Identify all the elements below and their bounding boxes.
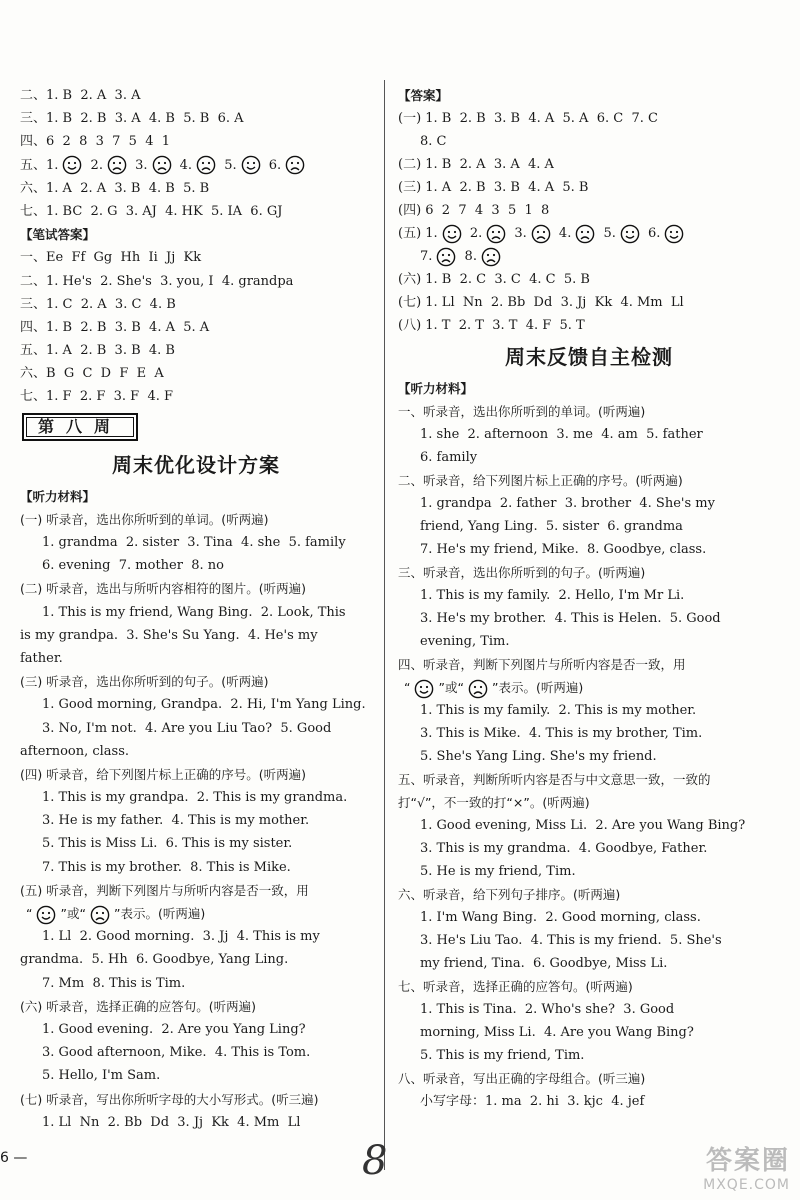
week-banner — [20, 409, 372, 445]
instruction-line: (六) 听录音，选择正确的应答句。(听两遍) — [20, 998, 256, 1014]
text-line: afternoon, class. — [20, 743, 130, 759]
section-title: 周末反馈自主检测 — [505, 345, 673, 369]
sad-face-icon — [436, 247, 456, 267]
smiley-face-icon — [620, 224, 640, 244]
text-line: (一) 1. B 2. B 3. B 4. A 5. A 6. C 7. C — [398, 111, 658, 126]
answer-number: 7. — [420, 249, 433, 264]
instruction-line: 七、听录音，选择正确的应答句。(听两遍) — [398, 979, 633, 994]
text-line: 1. grandpa 2. father 3. brother 4. She's my — [420, 496, 715, 511]
text-line: 一、Ee Ff Gg Hh Ii Jj Kk — [20, 250, 202, 266]
sad-face-icon — [90, 905, 110, 925]
text-line: 1. This is Tina. 2. Who's she? 3. Good — [420, 1002, 675, 1017]
right-column — [398, 84, 780, 1113]
text-line: 1. This is my family. 2. This is my mother. — [420, 703, 697, 718]
section-heading: 【听力材料】 — [20, 488, 96, 504]
text-line: 七、1. BC 2. G 3. AJ 4. HK 5. IA 6. GJ — [20, 203, 283, 219]
text-line: 5. This is my friend, Tim. — [420, 1048, 585, 1063]
smiley-face-icon — [442, 224, 462, 244]
instruction-line: (五) 听录音，判断下列图片与所听内容是否一致，用 — [20, 882, 309, 898]
sad-face-icon — [481, 247, 501, 267]
sad-face-icon — [152, 155, 172, 175]
text-line: my friend, Tina. 6. Goodbye, Miss Li. — [420, 956, 668, 971]
section-heading: 【答案】 — [398, 88, 449, 103]
instruction-line: 八、听录音，写出正确的字母组合。(听三遍) — [398, 1071, 646, 1086]
answer-number: 4. — [179, 157, 193, 173]
smiley-face-icon — [62, 155, 82, 175]
text-line: friend, Yang Ling. 5. sister 6. grandma — [420, 519, 683, 534]
answer-number: 6. — [648, 226, 661, 241]
instruction-line: 四、听录音，判断下列图片与所听内容是否一致，用 — [398, 657, 686, 672]
text-line: is my grandpa. 3. She's Su Yang. 4. He's my — [20, 627, 318, 643]
text-line: 1. Good morning, Grandpa. 2. Hi, I'm Yang Ling. — [42, 697, 366, 713]
sad-face-icon — [468, 679, 488, 699]
text-line: 二、1. B 2. A 3. A — [20, 88, 141, 103]
answer-number: (五) 1. — [398, 226, 438, 241]
text-line: 3. He is my father. 4. This is my mother. — [42, 813, 310, 829]
answer-number: 3. — [135, 157, 148, 173]
text-line: 四、6 2 8 3 7 5 4 1 — [20, 134, 171, 150]
page-number: 6 — — [0, 1150, 28, 1166]
smiley-face-icon — [36, 905, 56, 925]
face-answer-line — [398, 222, 780, 245]
section-heading: 【听力材料】 — [398, 381, 474, 396]
text-line: 3. This is Mike. 4. This is my brother, Tim. — [420, 726, 703, 741]
answer-number: 3. — [514, 226, 527, 241]
text-line: 3. He's my brother. 4. This is Helen. 5. Good — [420, 611, 721, 626]
sad-face-icon — [486, 224, 506, 244]
text-line: (三) 1. A 2. B 3. B 4. A 5. B — [398, 180, 589, 195]
text-line: 六、1. A 2. A 3. B 4. B 5. B — [20, 180, 210, 196]
instruction-text: 表示。(听两遍) — [498, 680, 584, 695]
text-line: 5. This is Miss Li. 6. This is my sister. — [42, 836, 293, 852]
face-instruction-line: “ ”或“ ”表示。(听两遍) — [20, 902, 372, 925]
text-line: 二、1. He's 2. She's 3. you, I 4. grandpa — [20, 273, 294, 289]
text-line: 1. This is my grandpa. 2. This is my grandma. — [42, 790, 348, 806]
watermark — [703, 1140, 790, 1193]
text-line: 1. Good evening. 2. Are you Yang Ling? — [42, 1021, 306, 1037]
text-line: (七) 1. Ll Nn 2. Bb Dd 3. Jj Kk 4. Mm Ll — [398, 295, 684, 310]
instruction-line: (一) 听录音，选出你所听到的单词。(听两遍) — [20, 511, 269, 527]
instruction-line: 三、听录音，选出你所听到的句子。(听两遍) — [398, 565, 646, 580]
week-label: 第八周 — [22, 413, 138, 441]
instruction-line: 二、听录音，给下列图片标上正确的序号。(听两遍) — [398, 473, 683, 488]
text-line: 七、1. F 2. F 3. F 4. F — [20, 389, 174, 405]
answer-number: 5. — [224, 157, 237, 173]
text-line: 1. Ll 2. Good morning. 3. Jj 4. This is my — [42, 929, 320, 945]
instruction-line: 六、听录音，给下列句子排序。(听两遍) — [398, 887, 621, 902]
text-line: 1. grandma 2. sister 3. Tina 4. she 5. family — [42, 535, 346, 550]
text-line: 6. evening 7. mother 8. no — [42, 558, 224, 574]
instruction-line: 打“√”，不一致的打“×”。(听两遍) — [398, 795, 590, 810]
text-line: 7. This is my brother. 8. This is Mike. — [42, 859, 291, 875]
instruction-line: (三) 听录音，选出你所听到的句子。(听两遍) — [20, 674, 269, 690]
text-line: 7. He's my friend, Mike. 8. Goodbye, class. — [420, 542, 707, 557]
text-line: 3. This is my grandma. 4. Goodbye, Father. — [420, 841, 708, 856]
instruction-text: 表示。(听两遍) — [120, 906, 206, 921]
instruction-line: 一、听录音，选出你所听到的单词。(听两遍) — [398, 404, 646, 419]
text-line: evening, Tim. — [420, 634, 510, 649]
answer-number: 2. — [469, 226, 483, 241]
answer-number: 8. — [464, 249, 477, 264]
text-line: 6. family — [420, 450, 478, 465]
smiley-face-icon — [414, 679, 434, 699]
sad-face-icon — [107, 155, 127, 175]
text-line: 5. She's Yang Ling. She's my friend. — [420, 749, 657, 764]
text-line: (六) 1. B 2. C 3. C 4. C 5. B — [398, 272, 590, 287]
answer-number: 五、1. — [20, 157, 59, 173]
text-line: (四) 6 2 7 4 3 5 1 8 — [398, 203, 550, 218]
instruction-line: 五、听录音，判断所听内容是否与中文意思一致，一致的 — [398, 772, 711, 787]
text-line: 小写字母：1. ma 2. hi 3. kjc 4. jef — [420, 1094, 645, 1109]
face-answer-line — [20, 154, 372, 177]
sad-face-icon — [196, 155, 216, 175]
sad-face-icon — [285, 155, 305, 175]
instruction-line: (七) 听录音，写出你所听字母的大小写形式。(听三遍) — [20, 1091, 319, 1107]
text-line: father. — [20, 650, 63, 666]
text-line: (八) 1. T 2. T 3. T 4. F 5. T — [398, 318, 585, 333]
sad-face-icon — [575, 224, 595, 244]
instruction-text: 或 — [444, 680, 458, 695]
answer-number: 6. — [268, 157, 282, 173]
section-heading: 【笔试答案】 — [20, 227, 96, 243]
text-line: 1. she 2. afternoon 3. me 4. am 5. father — [420, 427, 703, 442]
text-line: 五、1. A 2. B 3. B 4. B — [20, 343, 175, 359]
text-line: 三、1. C 2. A 3. C 4. B — [20, 296, 176, 312]
text-line: (二) 1. B 2. A 3. A 4. A — [398, 157, 554, 172]
text-line: morning, Miss Li. 4. Are you Wang Bing? — [420, 1025, 694, 1040]
instruction-line: (二) 听录音，选出与所听内容相符的图片。(听两遍) — [20, 581, 306, 597]
watermark-logo-text: 答案圈 — [705, 1146, 790, 1176]
smiley-face-icon — [664, 224, 684, 244]
text-line: 三、1. B 2. B 3. A 4. B 5. B 6. A — [20, 111, 244, 127]
text-line: 3. He's Liu Tao. 4. This is my friend. 5. She's — [420, 933, 722, 948]
instruction-text: 或 — [66, 906, 80, 921]
text-line: 7. Mm 8. This is Tim. — [42, 975, 186, 991]
text-line: 四、1. B 2. B 3. B 4. A 5. A — [20, 319, 210, 335]
answer-number: 4. — [558, 226, 572, 241]
face-answer-line — [398, 245, 780, 268]
smiley-face-icon — [241, 155, 261, 175]
left-column — [20, 84, 372, 1134]
instruction-line: (四) 听录音，给下列图片标上正确的序号。(听两遍) — [20, 766, 306, 782]
text-line: 六、B G C D F E A — [20, 366, 164, 382]
text-line: 1. This is my friend, Wang Bing. 2. Look, This — [42, 604, 346, 620]
section-title: 周末优化设计方案 — [112, 452, 280, 477]
text-line: 5. Hello, I'm Sam. — [42, 1068, 161, 1084]
column-divider — [384, 80, 385, 1170]
text-line: 1. Good evening, Miss Li. 2. Are you Wang Bing? — [420, 818, 746, 833]
handwritten-mark: 8 — [362, 1138, 388, 1184]
text-line: 1. Ll Nn 2. Bb Dd 3. Jj Kk 4. Mm Ll — [42, 1114, 301, 1130]
text-line: 3. Good afternoon, Mike. 4. This is Tom. — [42, 1045, 311, 1061]
text-line: 1. I'm Wang Bing. 2. Good morning, class. — [420, 910, 701, 925]
watermark-url: MXQE.COM — [703, 1177, 790, 1193]
sad-face-icon — [531, 224, 551, 244]
text-line: 3. No, I'm not. 4. Are you Liu Tao? 5. Good — [42, 720, 332, 736]
text-line: 1. This is my family. 2. Hello, I'm Mr Li. — [420, 588, 685, 603]
text-line: grandma. 5. Hh 6. Goodbye, Yang Ling. — [20, 952, 289, 968]
answer-number: 5. — [603, 226, 616, 241]
answer-number: 2. — [90, 157, 103, 173]
face-instruction-line: “ ”或“ ”表示。(听两遍) — [398, 676, 780, 699]
text-line: 5. He is my friend, Tim. — [420, 864, 576, 879]
text-line: 8. C — [420, 134, 447, 149]
